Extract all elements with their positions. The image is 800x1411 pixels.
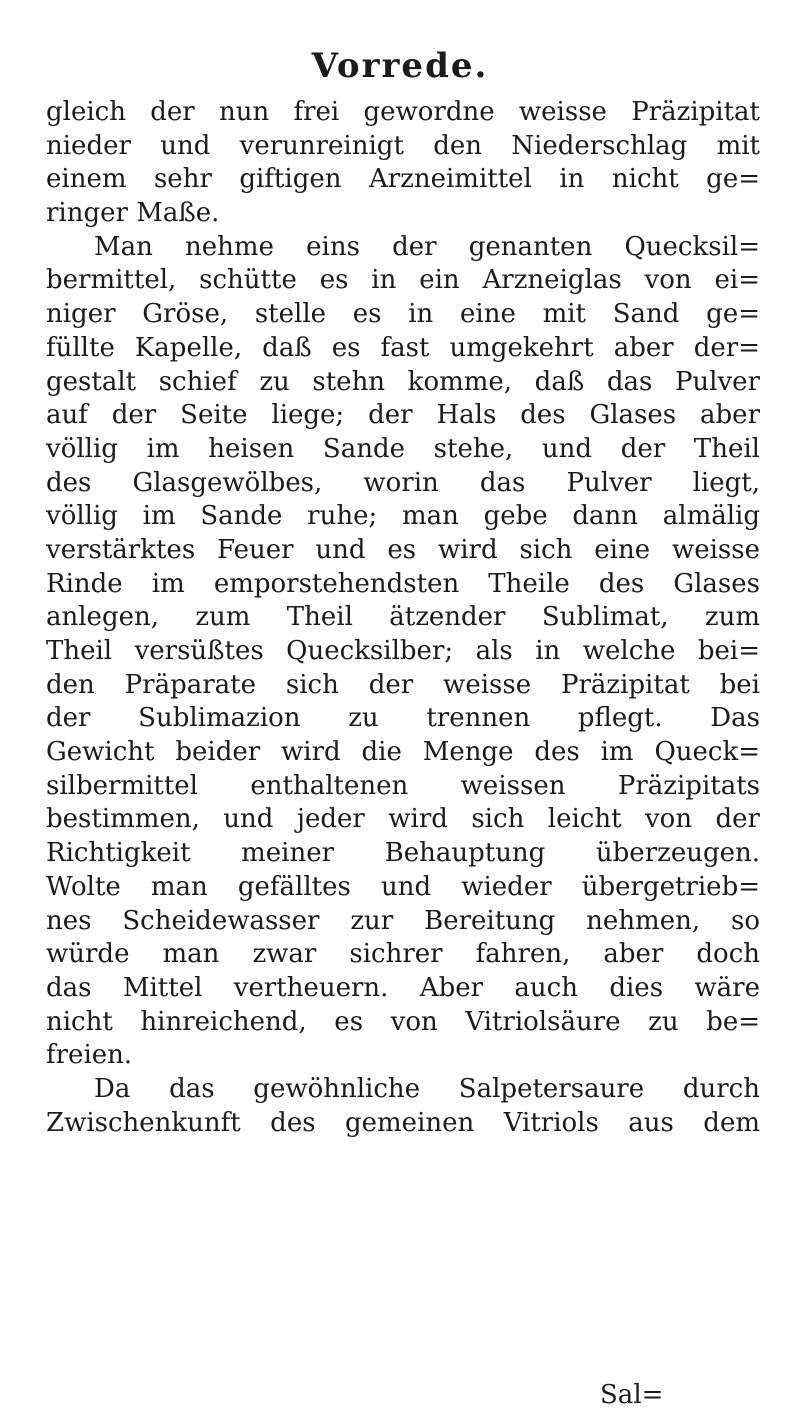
text-line: Da das gewöhnliche Salpetersaure durch [94, 1073, 760, 1104]
text-line: anlegen, zum Theil ätzender Sublimat, zum [46, 602, 760, 633]
text-line: Gewicht beider wird die Menge des im Queck= [46, 737, 760, 768]
text-line: Zwischenkunft des gemeinen Vitriols aus dem [46, 1107, 760, 1138]
text-line: verstärktes Feuer und es wird sich eine weisse [46, 534, 760, 565]
text-line: würde man zwar sichrer fahren, aber doch [46, 939, 760, 970]
text-line: das Mittel vertheuern. Aber auch dies wäre [46, 972, 760, 1003]
text-line: Man nehme eins der genanten Quecksil= [94, 231, 760, 262]
text-line: niger Gröse, stelle es in eine mit Sand ge= [46, 299, 760, 330]
text-line: auf der Seite liege; der Hals des Glases aber [46, 400, 760, 431]
text-line: gleich der nun frei gewordne weisse Präzipitat [46, 97, 760, 127]
text-line: völlig im heisen Sande stehe, und der Theil [46, 433, 760, 464]
text-line: nieder und verunreinigt den Niederschlag mit [46, 130, 760, 161]
text-line: einem sehr giftigen Arzneimittel in nicht ge= [46, 164, 760, 195]
catchword: Sal= [600, 1380, 664, 1410]
text-line: gestalt schief zu stehn komme, daß das Pulver [46, 366, 760, 397]
text-line: den Präparate sich der weisse Präzipitat bei [46, 669, 760, 700]
text-line: ringer Maße. [46, 198, 220, 229]
text-line: füllte Kapelle, daß es fast umgekehrt aber der= [46, 332, 760, 363]
text-line: bestimmen, und jeder wird sich leicht von der [46, 804, 760, 835]
text-line: Richtigkeit meiner Behauptung überzeugen. [46, 838, 760, 869]
text-line: völlig im Sande ruhe; man gebe dann almälig [46, 501, 760, 532]
text-line: nicht hinreichend, es von Vitriolsäure zu be= [46, 1006, 760, 1037]
text-line: silbermittel enthaltenen weissen Präzipitats [46, 770, 760, 801]
running-head: Vorrede. [311, 46, 489, 86]
text-line: Rinde im emporstehendsten Theile des Glases [46, 568, 760, 599]
text-line: Theil versüßtes Quecksilber; als in welche bei= [46, 636, 760, 666]
text-line: bermittel, schütte es in ein Arzneiglas von ei= [46, 265, 760, 296]
text-line: freien. [46, 1040, 133, 1071]
text-line: der Sublimazion zu trennen pflegt. Das [46, 703, 760, 734]
text-line: nes Scheidewasser zur Bereitung nehmen, so [46, 905, 760, 936]
body-text [46, 96, 760, 1140]
text-line: Wolte man gefälltes und wieder übergetrieb= [46, 871, 760, 902]
text-line: des Glasgewölbes, worin das Pulver liegt, [46, 467, 760, 498]
